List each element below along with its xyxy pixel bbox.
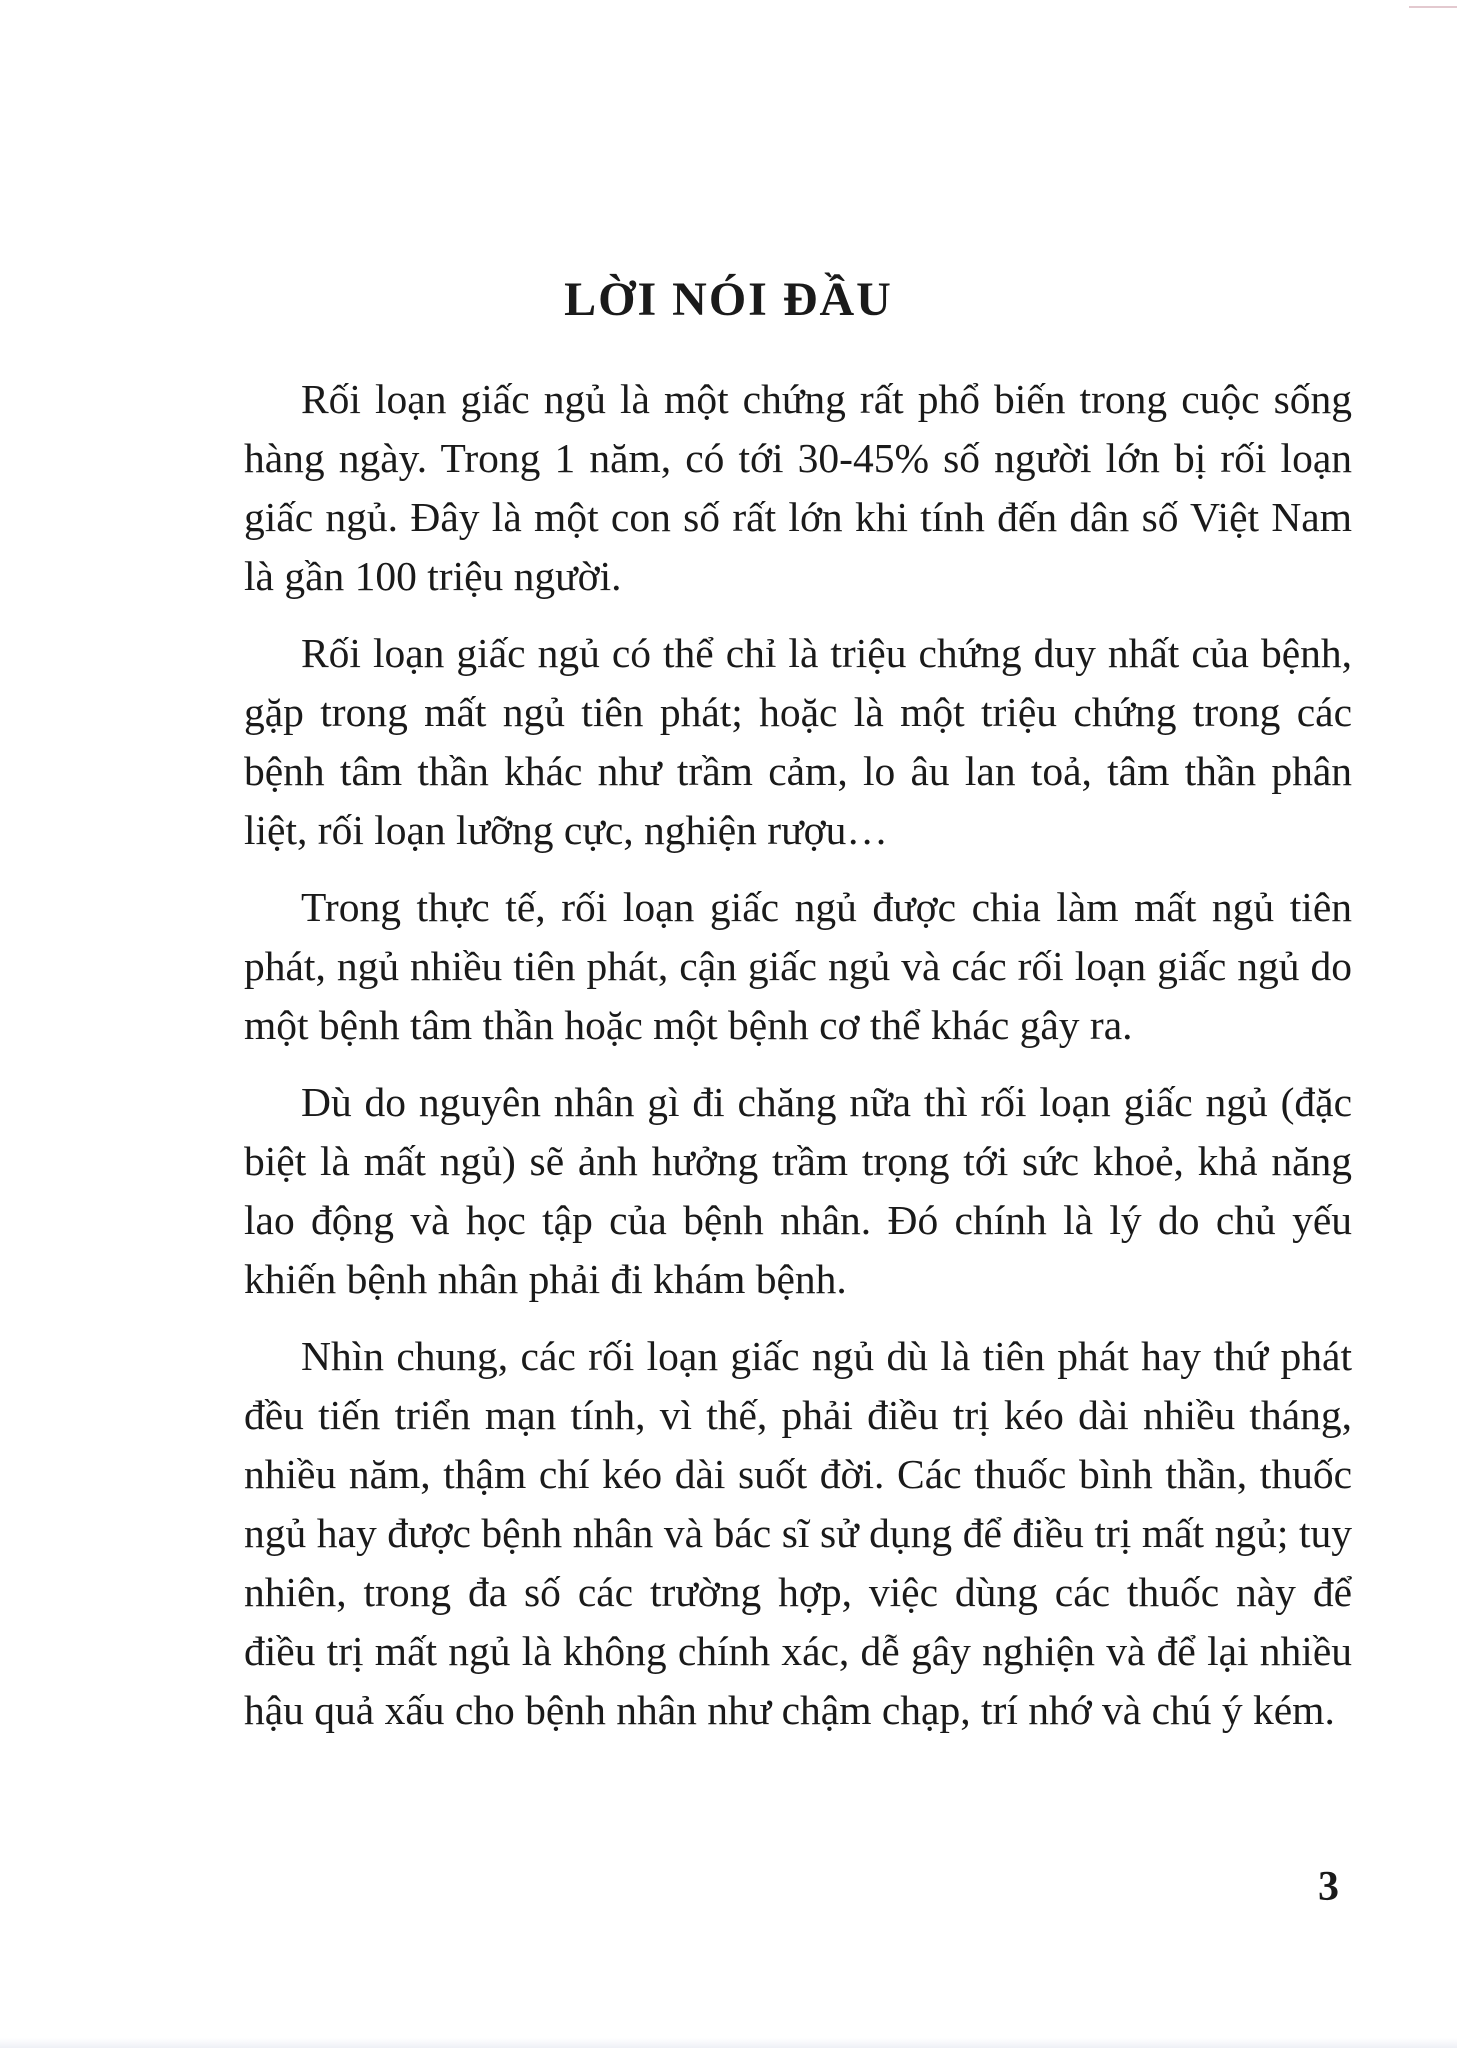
paragraph-5: Nhìn chung, các rối loạn giấc ngủ dù là tiên phát hay thứ phát đều tiến triển mạn tính, vì thế, phải điều trị kéo dài nhiều tháng, nhiều năm, thậm chí kéo dài suốt đời. Các thuốc bình thần, thuốc ngủ hay được bệnh nhân và bác sĩ sử dụng để điều trị mất ngủ; tuy nhiên, trong đa số các trường hợp, việc dùng các thuốc này để điều trị mất ngủ là không chính xác, dễ gây nghiện và để lại nhiều hậu quả xấu cho bệnh nhân như chậm chạp, trí nhớ và chú ý kém. <box>244 1333 1352 1733</box>
paragraph-2: Rối loạn giấc ngủ có thể chỉ là triệu chứng duy nhất của bệnh, gặp trong mất ngủ tiên phát; hoặc là một triệu chứng trong các bệnh tâm thần khác như trầm cảm, lo âu lan toả, tâm thần phân liệt, rối loạn lưỡng cực, nghiện rượu… <box>244 630 1352 853</box>
paragraph-4: Dù do nguyên nhân gì đi chăng nữa thì rối loạn giấc ngủ (đặc biệt là mất ngủ) sẽ ảnh hưởng trầm trọng tới sức khoẻ, khả năng lao động và học tập của bệnh nhân. Đó chính là lý do chủ yếu khiến bệnh nhân phải đi khám bệnh. <box>244 1079 1352 1302</box>
body-text <box>244 370 1352 1758</box>
paragraph-3: Trong thực tế, rối loạn giấc ngủ được chia làm mất ngủ tiên phát, ngủ nhiều tiên phát, cận giấc ngủ và các rối loạn giấc ngủ do một bệnh tâm thần hoặc một bệnh cơ thể khác gây ra. <box>244 884 1352 1048</box>
scan-bottom-edge <box>0 2038 1457 2048</box>
scan-edge-mark <box>1409 6 1457 8</box>
page-number: 3 <box>1318 1864 1339 1910</box>
page-title: LỜI NÓI ĐẦU <box>564 273 893 327</box>
paragraph-1: Rối loạn giấc ngủ là một chứng rất phổ biến trong cuộc sống hàng ngày. Trong 1 năm, có tới 30-45% số người lớn bị rối loạn giấc ngủ. Đây là một con số rất lớn khi tính đến dân số Việt Nam là gần 100 triệu người. <box>244 376 1352 599</box>
